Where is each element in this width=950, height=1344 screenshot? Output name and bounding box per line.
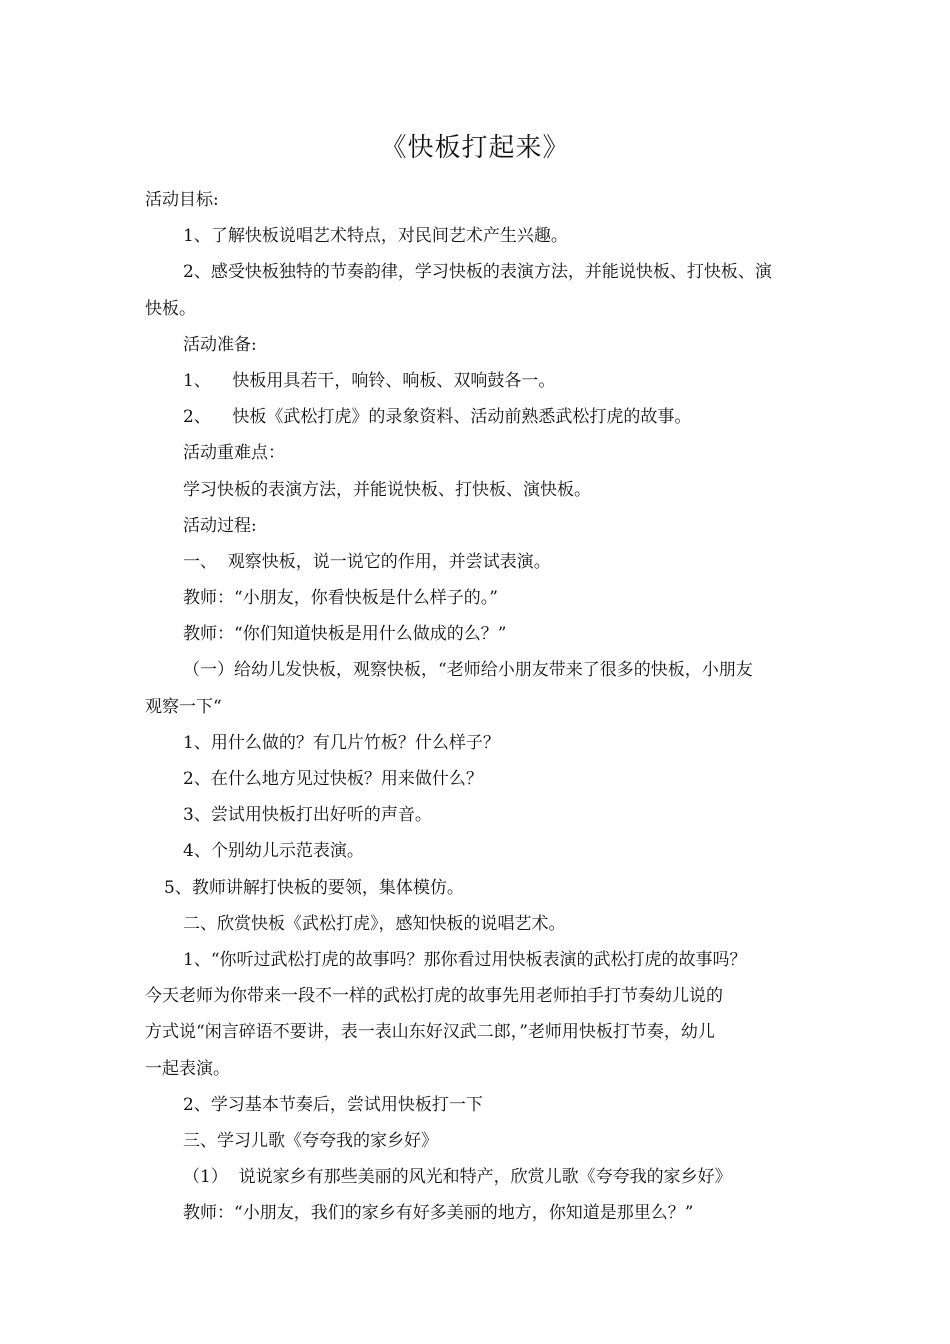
paragraph-line: 2、学习基本节奏后，尝试用快板打一下: [183, 1094, 483, 1115]
paragraph-line: 一起表演。: [145, 1058, 230, 1079]
paragraph-line: 教师：“你们知道快板是用什么做成的么？”: [183, 624, 507, 645]
paragraph-line: 2、在什么地方见过快板？用来做什么？: [183, 769, 483, 789]
paragraph-line: 1、用什么做的？有几片竹板？什么样子？: [183, 732, 500, 753]
paragraph-line: 2、 快板《武松打虎》的录象资料、活动前熟悉武松打虎的故事。: [183, 407, 692, 428]
paragraph-line: 学习快板的表演方法，并能说快板、打快板、演快板。: [183, 479, 591, 500]
paragraph-line: 1、了解快板说唱艺术特点，对民间艺术产生兴趣。: [183, 226, 568, 247]
document-body: [145, 182, 817, 1231]
paragraph-line: 1、“你听过武松打虎的故事吗？那你看过用快板表演的武松打虎的故事吗？: [183, 949, 747, 970]
paragraph-line: 2、感受快板独特的节奏韵律，学习快板的表演方法，并能说快板、打快板、演: [183, 262, 772, 283]
paragraph-line: 4、个别幼儿示范表演。: [183, 841, 364, 862]
paragraph-line: 5、教师讲解打快板的要领，集体模仿。: [164, 877, 464, 898]
paragraph-line: 3、尝试用快板打出好听的声音。: [183, 805, 432, 826]
paragraph-line: （1） 说说家乡有那些美丽的风光和特产，欣赏儿歌《夸夸我的家乡好》: [183, 1167, 732, 1188]
section-heading-goals: 活动目标:: [145, 190, 219, 210]
paragraph-line: 1、 快板用具若干，响铃、响板、双响鼓各一。: [183, 370, 556, 391]
paragraph-line: 观察一下“: [145, 696, 222, 717]
paragraph-line: 一、 观察快板，说一说它的作用，并尝试表演。: [183, 551, 551, 572]
paragraph-line: 三、学习儿歌《夸夸我的家乡好》: [183, 1130, 438, 1151]
document-title: 《快板打起来》: [380, 133, 570, 163]
paragraph-line: 方式说“闲言碎语不要讲，表一表山东好汉武二郎，”老师用快板打节奏，幼儿: [145, 1022, 715, 1043]
paragraph-line: 二、欣赏快板《武松打虎》，感知快板的说唱艺术。: [183, 913, 566, 934]
section-heading-key-points: 活动重难点：: [183, 443, 285, 464]
paragraph-line: 今天老师为你带来一段不一样的武松打虎的故事先用老师拍手打节奏幼儿说的: [145, 986, 723, 1007]
section-heading-process: 活动过程:: [183, 515, 257, 536]
paragraph-line: 快板。: [145, 298, 196, 319]
paragraph-line: （一）给幼儿发快板，观察快板，“老师给小朋友带来了很多的快板，小朋友: [183, 660, 753, 681]
paragraph-line: 教师：“小朋友，你看快板是什么样子的。”: [183, 588, 498, 609]
paragraph-line: 教师：“小朋友，我们的家乡有好多美丽的地方，你知道是那里么？”: [183, 1203, 694, 1224]
section-heading-preparation: 活动准备:: [183, 334, 257, 355]
